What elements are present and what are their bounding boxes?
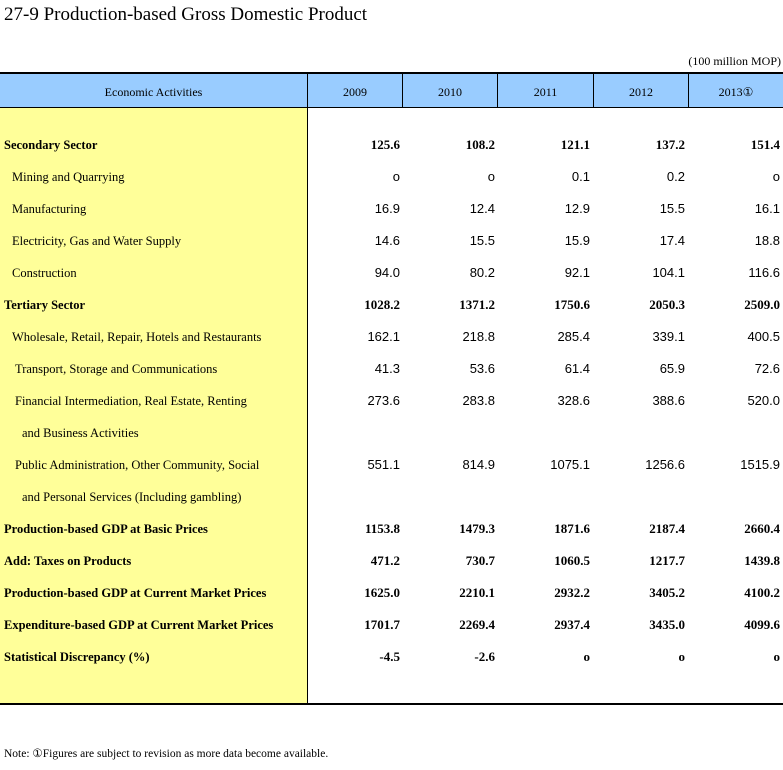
cell-2010: 80.2 [469,265,495,280]
cell-2010: -2.6 [474,649,495,664]
cell-2013: 1515.9 [740,457,780,472]
cell-2011: 15.9 [564,233,590,248]
cell-2012: 65.9 [659,361,685,376]
cell-2010: 2210.1 [459,585,495,600]
cell-2009: 1153.8 [364,521,400,536]
cell-2013: 4099.6 [744,617,780,632]
footnote: Note: ①Figures are subject to revision as more data become available. [4,748,329,760]
row-label: Add: Taxes on Products [4,554,132,568]
cell-2012: 17.4 [659,233,685,248]
row-label: Production-based GDP at Current Market Prices [4,586,267,600]
cell-2011: 1871.6 [554,521,590,536]
table-row [0,353,783,385]
cell-2012: 339.1 [652,329,685,344]
cell-2013: 400.5 [747,329,780,344]
row-label: Mining and Quarrying [12,170,125,184]
table-row [0,257,783,289]
cell-2009: o [392,169,400,184]
row-label: Production-based GDP at Basic Prices [4,522,208,536]
cell-2009: 551.1 [367,457,400,472]
cell-2011: 328.6 [557,393,590,408]
cell-2011: 121.1 [560,137,590,152]
cell-2012: 388.6 [652,393,685,408]
cell-2011: 12.9 [564,201,590,216]
cell-2009: 471.2 [370,553,400,568]
cell-2009: 1701.7 [364,617,400,632]
header-year-2012: 2012 [593,74,688,108]
cell-2010: 218.8 [462,329,495,344]
cell-2011: 1075.1 [550,457,590,472]
row-label: Wholesale, Retail, Repair, Hotels and Restaurants [12,330,262,344]
table-row [0,385,783,417]
cell-2009: -4.5 [379,649,400,664]
cell-2013: 16.1 [754,201,780,216]
cell-2010: 12.4 [469,201,495,216]
table-row [0,225,783,257]
cell-2010: 2269.4 [459,617,495,632]
cell-2013: 520.0 [747,393,780,408]
cell-2009: 14.6 [374,233,400,248]
cell-2009: 273.6 [367,393,400,408]
row-label: Statistical Discrepancy (%) [4,650,150,664]
row-label: and Business Activities [22,426,139,440]
cell-2009: 162.1 [367,329,400,344]
cell-2009: 41.3 [374,361,400,376]
header-year-2011: 2011 [497,74,593,108]
cell-2012: 137.2 [655,137,685,152]
cell-2011: o [583,649,590,664]
table-row [0,129,783,161]
cell-2010: 1371.2 [459,297,495,312]
cell-2012: 0.2 [666,169,685,184]
table-row [0,289,783,321]
cell-2010: 730.7 [465,553,495,568]
header-activity: Economic Activities [104,85,203,99]
cell-2013: 2509.0 [744,297,780,312]
table-bottom-border [0,703,783,705]
cell-2012: 2187.4 [649,521,685,536]
unit-label: (100 million MOP) [688,54,781,68]
table-row [0,161,783,193]
cell-2012: o [678,649,685,664]
table-row [0,545,783,577]
table-row [0,417,783,449]
cell-2011: 1750.6 [554,297,590,312]
cell-2011: 1060.5 [554,553,590,568]
row-label: Transport, Storage and Communications [15,362,218,376]
cell-2009: 1028.2 [364,297,400,312]
cell-2010: 15.5 [469,233,495,248]
row-label: Public Administration, Other Community, Social [15,458,260,472]
row-label: Construction [12,266,77,280]
cell-2012: 15.5 [659,201,685,216]
cell-2011: 61.4 [564,361,590,376]
cell-2013: o [773,649,780,664]
cell-2013: 18.8 [754,233,780,248]
table-row [0,481,783,513]
row-label: Manufacturing [12,202,87,216]
cell-2010: 283.8 [462,393,495,408]
row-label: Tertiary Sector [4,298,86,312]
row-label: Financial Intermediation, Real Estate, Renting [15,394,247,408]
table-row [0,449,783,481]
cell-2012: 3435.0 [649,617,685,632]
cell-2009: 125.6 [370,137,400,152]
cell-2009: 1625.0 [364,585,400,600]
cell-2013: o [772,169,780,184]
cell-2012: 2050.3 [649,297,685,312]
cell-2013: 4100.2 [744,585,780,600]
cell-2012: 1217.7 [649,553,685,568]
cell-2012: 3405.2 [649,585,685,600]
cell-2010: o [487,169,495,184]
cell-2009: 16.9 [374,201,400,216]
cell-2009: 94.0 [374,265,400,280]
row-label: and Personal Services (Including gambling) [22,490,242,504]
cell-2011: 285.4 [557,329,590,344]
table-row [0,641,783,673]
cell-2011: 2937.4 [554,617,590,632]
cell-2013: 151.4 [750,137,780,152]
row-label: Expenditure-based GDP at Current Market Prices [4,618,274,632]
cell-2010: 53.6 [469,361,495,376]
cell-2013: 72.6 [754,361,780,376]
cell-2010: 814.9 [462,457,495,472]
cell-2013: 116.6 [748,265,780,280]
row-label: Electricity, Gas and Water Supply [12,234,182,248]
table-row [0,193,783,225]
row-label: Secondary Sector [4,138,98,152]
table-row [0,609,783,641]
table-title: 27-9 Production-based Gross Domestic Product [4,4,368,25]
cell-2011: 0.1 [571,169,590,184]
table-header [0,72,783,108]
cell-2010: 108.2 [465,137,495,152]
header-year-2013: 2013① [688,74,783,108]
cell-2013: 2660.4 [744,521,780,536]
cell-2011: 2932.2 [554,585,590,600]
table-row [0,321,783,353]
table-row [0,577,783,609]
cell-2013: 1439.8 [744,553,780,568]
cell-2012: 104.1 [652,265,685,280]
cell-2011: 92.1 [564,265,590,280]
header-year-2010: 2010 [402,74,497,108]
cell-2010: 1479.3 [459,521,495,536]
header-year-2009: 2009 [307,74,402,108]
cell-2012: 1256.6 [645,457,685,472]
table-row [0,513,783,545]
